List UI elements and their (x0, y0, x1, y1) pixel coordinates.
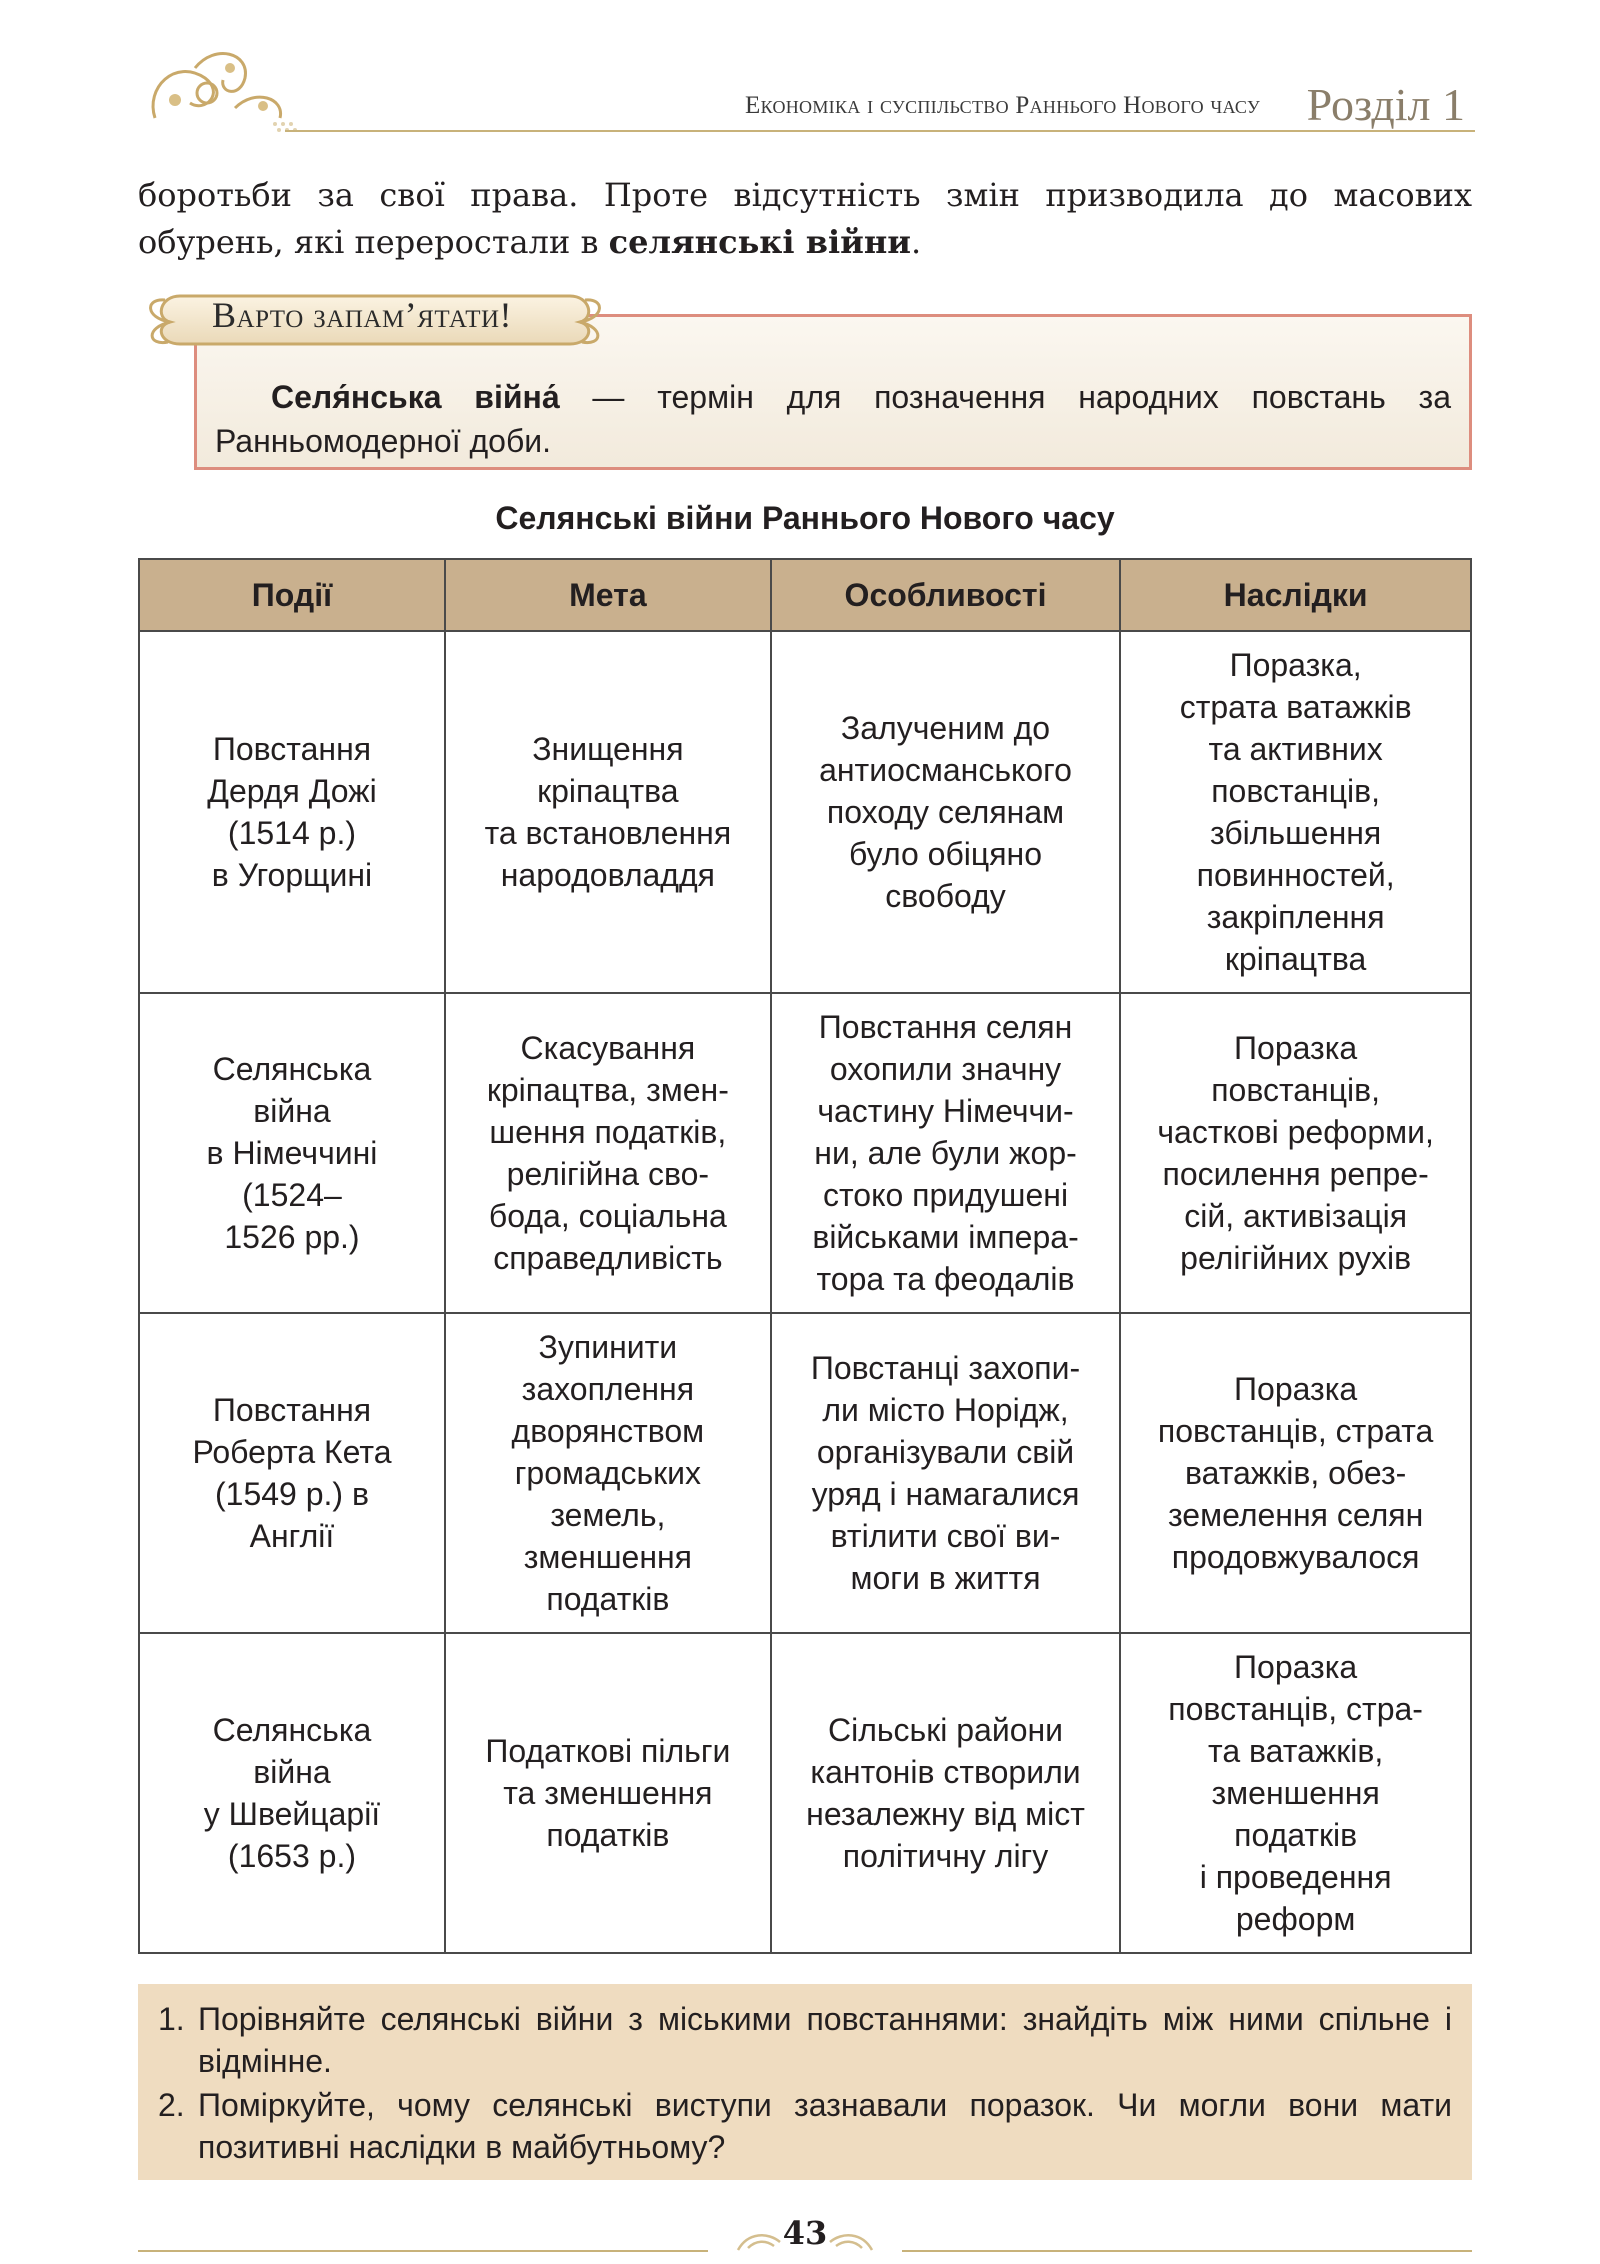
column-header: Особливості (771, 559, 1120, 631)
table-row (139, 1313, 1471, 1633)
goal-cell: Зупинити захоплення дворянством громадських земель, зменшення податків (445, 1313, 771, 1633)
question-item (158, 2084, 1452, 2168)
results-cell: Поразка, страта ватажків та активних повстанців, збільшення повинностей, закріплення кріпацтва (1120, 631, 1471, 993)
table-header-row (139, 559, 1471, 631)
definition-text: Селя́нська війна́ — термін для позначення народних повстань за Ранньомодерної доби. (215, 379, 1452, 459)
event-cell: Селянська війна в Німеччині (1524– 1526 рр.) (139, 993, 445, 1313)
event-cell: Повстання Роберта Кета (1549 р.) в Англії (139, 1313, 445, 1633)
results-cell: Поразка повстанців, стра- та ватажків, зменшення податків і проведення реформ (1120, 1633, 1471, 1953)
page-header (135, 78, 1475, 132)
goal-cell: Податкові пільги та зменшення податків (445, 1633, 771, 1953)
table-title: Селянські війни Раннього Нового часу (495, 500, 1115, 536)
features-cell: Повстання селян охопили значну частину Німеччи- ни, але були жор- стоко придушені військами імпера- тора та феодалів (771, 993, 1120, 1313)
question-item (158, 1998, 1452, 2082)
question-text: Поміркуйте, чому селянські виступи зазнавали поразок. Чи могли вони мати позитивні наслідки в майбутньому? (198, 2087, 1452, 2165)
features-cell: Сільські райони кантонів створили незалежну від міст політичну лігу (771, 1633, 1120, 1953)
table-row (139, 993, 1471, 1313)
results-cell: Поразка повстанців, часткові реформи, посилення репре- сій, активізація релігійних рухів (1120, 993, 1471, 1313)
question-text: Порівняйте селянські війни з міськими повстаннями: знайдіть між ними спільне і відмінне. (198, 2001, 1452, 2079)
remember-title: Варто запам’ятати! (212, 295, 513, 335)
goal-cell: Знищення кріпацтва та встановлення народовладдя (445, 631, 771, 993)
column-header: Мета (445, 559, 771, 631)
goal-cell: Скасування кріпацтва, змен- шення податків, релігійна сво- бода, соціальна справедливість (445, 993, 771, 1313)
features-cell: Залученим до антиосманського походу селянам було обіцяно свободу (771, 631, 1120, 993)
event-cell: Селянська війна у Швейцарії (1653 р.) (139, 1633, 445, 1953)
column-header: Наслідки (1120, 559, 1471, 631)
page-footer (138, 2214, 1472, 2264)
table-row (139, 631, 1471, 993)
column-header: Події (139, 559, 445, 631)
floral-ornament-icon (135, 38, 305, 138)
table-row (139, 1633, 1471, 1953)
question-number: 1. (158, 2001, 185, 2037)
features-cell: Повстанці захопи- ли місто Норідж, організували свій уряд і намагалися втілити свої ви- моги в життя (771, 1313, 1120, 1633)
question-number: 2. (158, 2087, 185, 2123)
intro-paragraph: боротьби за свої права. Проте відсутність змін призводила до масових обурень, які переростали в селянські війни. (138, 176, 1472, 261)
peasant-wars-table (138, 558, 1472, 1954)
remember-tag (140, 288, 610, 350)
section-label: Розділ 1 (1306, 79, 1465, 130)
page-number: 43 (782, 2214, 828, 2252)
event-cell: Повстання Дердя Дожі (1514 р.) в Угорщині (139, 631, 445, 993)
bold-term: селянські війни (608, 223, 911, 261)
results-cell: Поразка повстанців, страта ватажків, обез- земелення селян продовжувалося (1120, 1313, 1471, 1633)
definition-term: Селя́нська війна́ (271, 379, 560, 415)
questions-box (138, 1984, 1472, 2180)
running-title: Економіка і суспільство Раннього Нового часу (745, 92, 1260, 119)
header-rule (285, 130, 1475, 132)
